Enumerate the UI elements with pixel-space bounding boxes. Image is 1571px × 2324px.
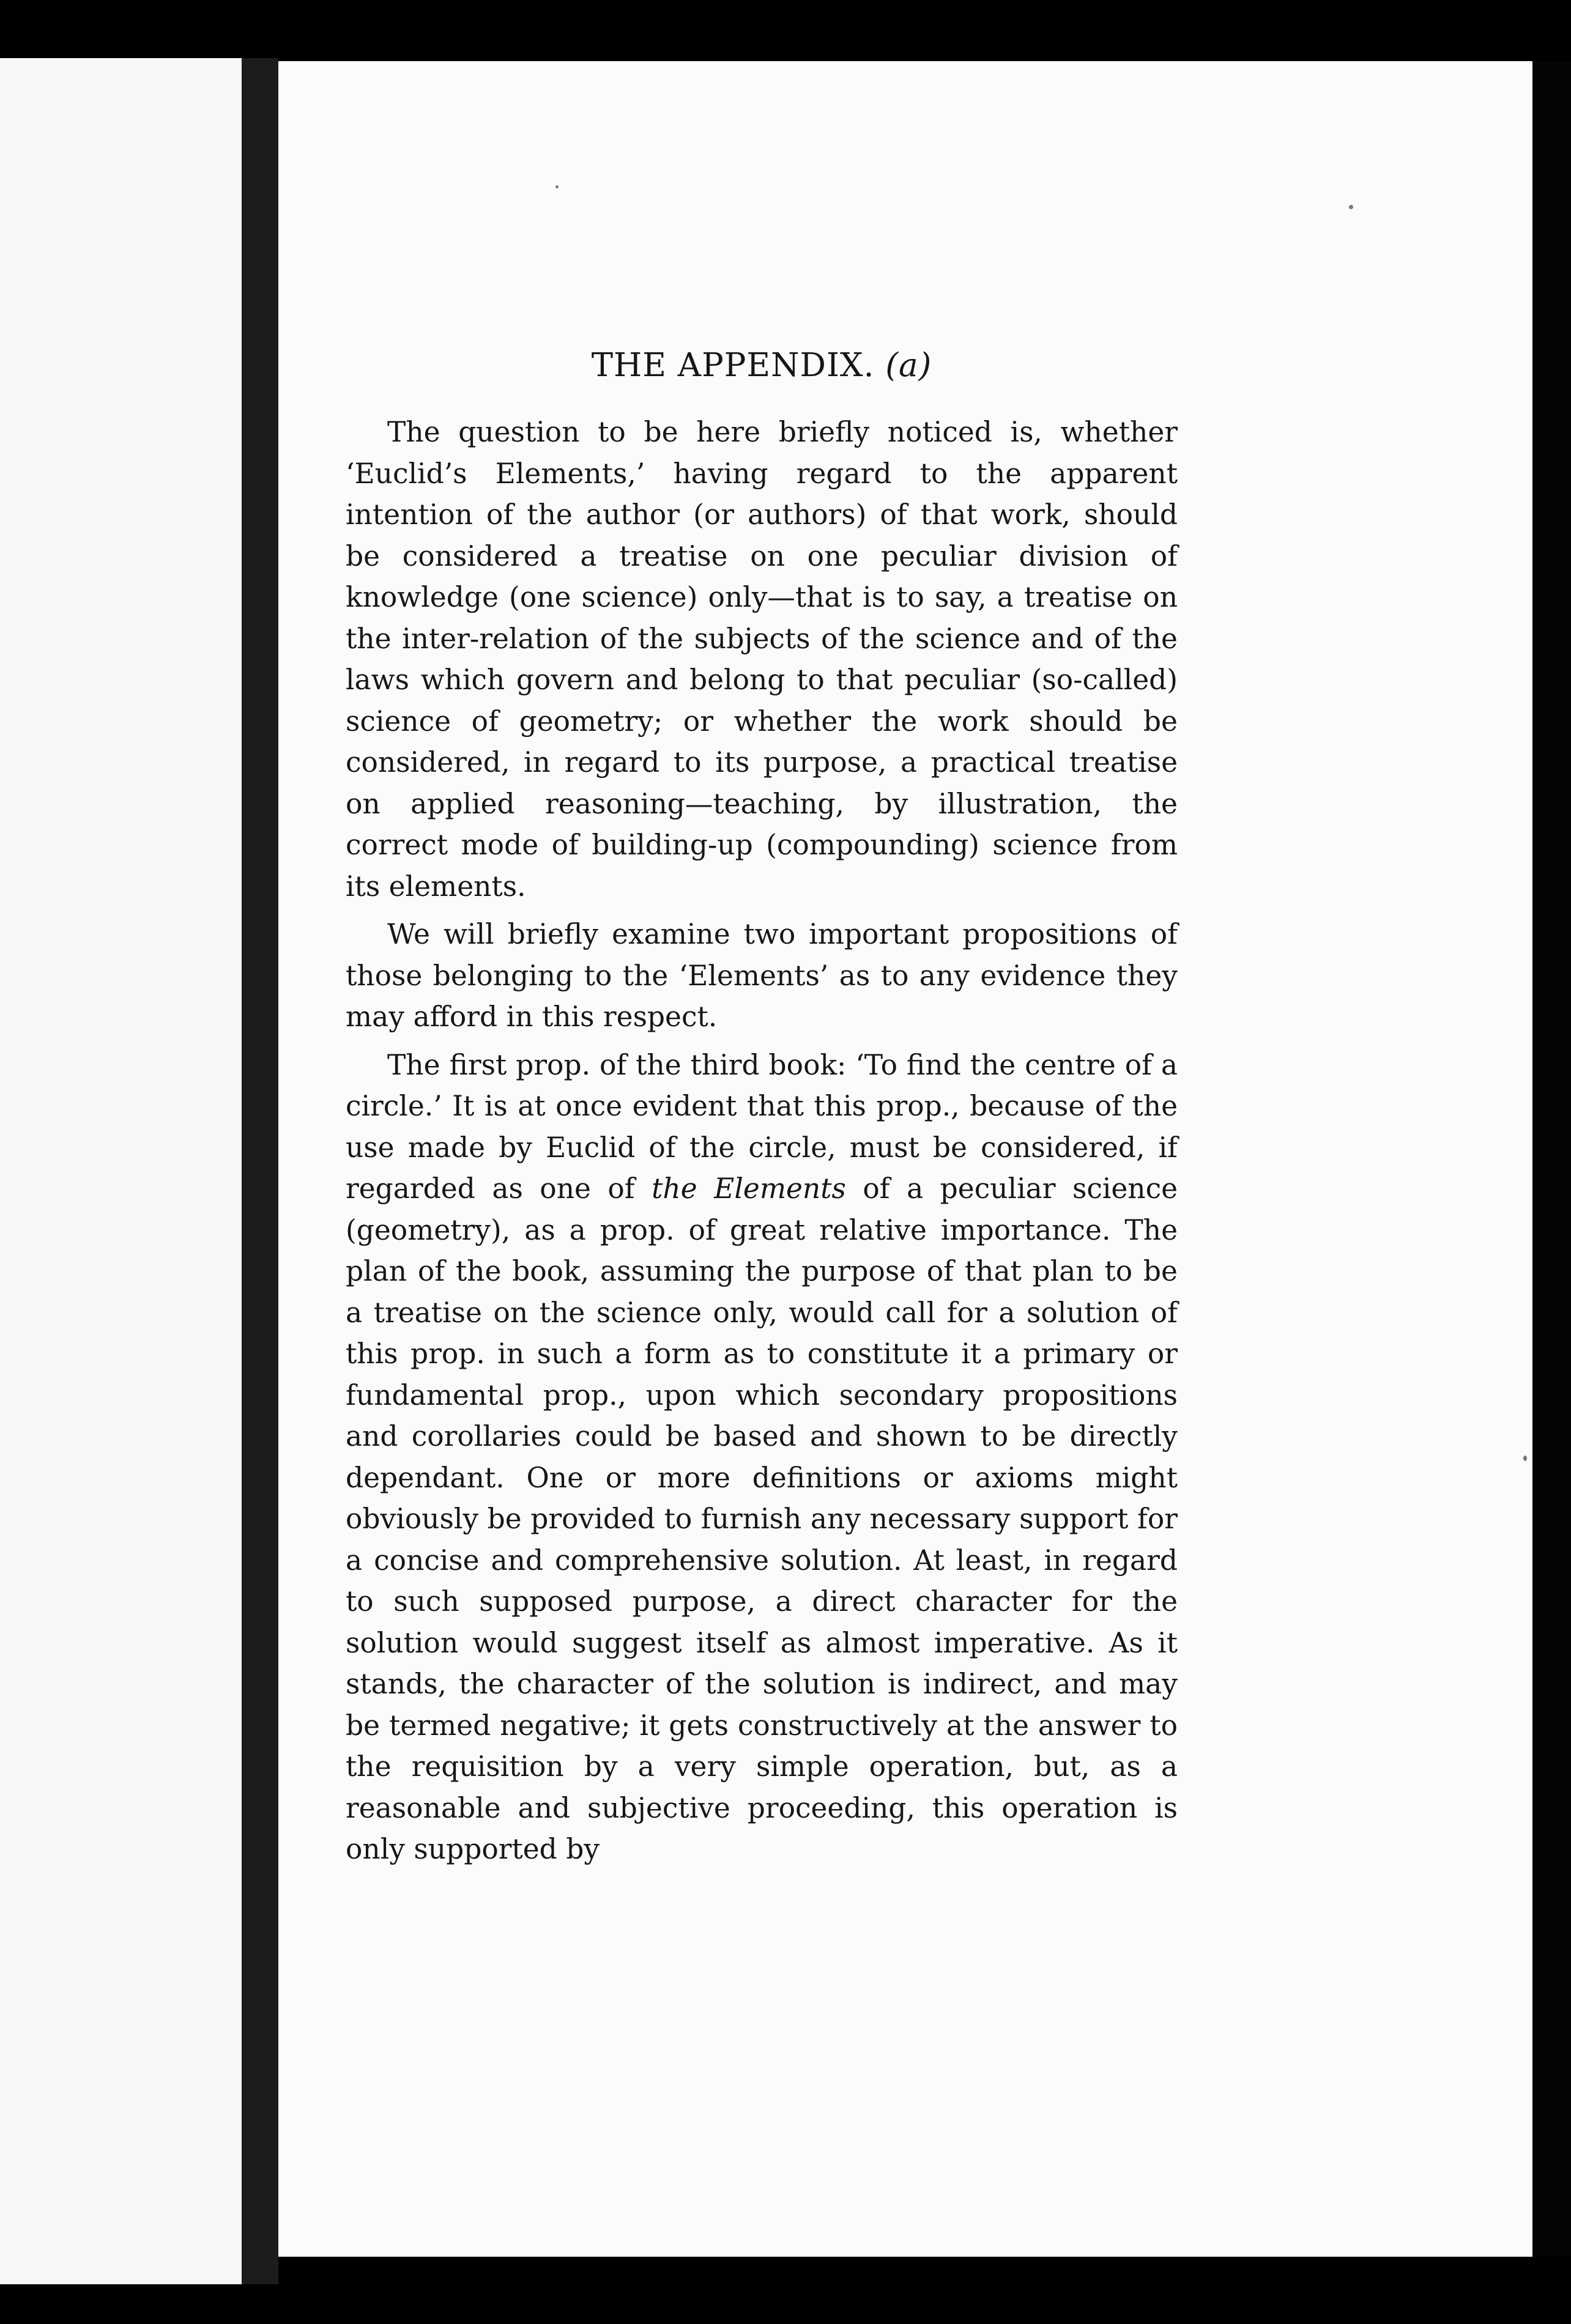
title-footnote-mark: (a): [885, 347, 932, 384]
page-title: [346, 346, 1178, 386]
page-text: [346, 346, 1178, 1877]
paragraph-3: [346, 1045, 1178, 1870]
paper-speck: [1349, 205, 1353, 209]
book-gutter: [242, 58, 278, 2284]
italic-phrase: the Elements: [652, 1172, 846, 1205]
paper-speck: [1523, 1456, 1527, 1461]
scan-border: [1532, 61, 1571, 2257]
paragraph-2: We will briefly examine two important propositions of those belonging to the ‘Elements’ as to any evidence they may afford in this respect.: [346, 918, 1178, 1034]
title-text: THE APPENDIX.: [591, 347, 875, 384]
paragraph-1: The question to be here briefly noticed is, whether ‘Euclid’s Elements,’ having regard to the apparent intention of the author (or authors) of that work, should be considered a treatise on one peculiar division of knowledge (one science) only—that is to say, a treatise on the inter-relation of the subjects of the science and of the laws which govern and belong to that peculiar (so-called) science of geometry; or whether the work should be considered, in regard to its purpose, a practical treatise on applied reasoning—teaching, by illustration, the correct mode of building-up (compounding) science from its elements.: [346, 416, 1178, 903]
paper-speck: [555, 185, 559, 188]
facing-page-edge: [0, 58, 251, 2284]
paragraph-3-lead: The first prop. of the third book: ‘To find the centre of a circle.’ It is at once evident that this prop., because of the use made by Euclid of the circle, must be considered, if regarded as one of: [346, 1048, 1178, 1205]
paragraph-3-rest: of a peculiar science (geometry), as a prop. of great relative importance. The plan of the book, assuming the purpose of that plan to be a treatise on the science only, would call for a solution of this prop. in such a form as to constitute it a primary or fundamental prop., upon which secondary propositions and corollaries could be based and shown to be directly dependant. One or more definitions or axioms might obviously be provided to furnish any necessary support for a concise and comprehensive solution. At least, in regard to such supposed purpose, a direct character for the solution would suggest itself as almost imperative. As it stands, the character of the solution is indirect, and may be termed negative; it gets constructively at the answer to the requisition by a very simple operation, but, as a reasonable and subjective proceeding, this operation is only supported by: [346, 1172, 1178, 1866]
